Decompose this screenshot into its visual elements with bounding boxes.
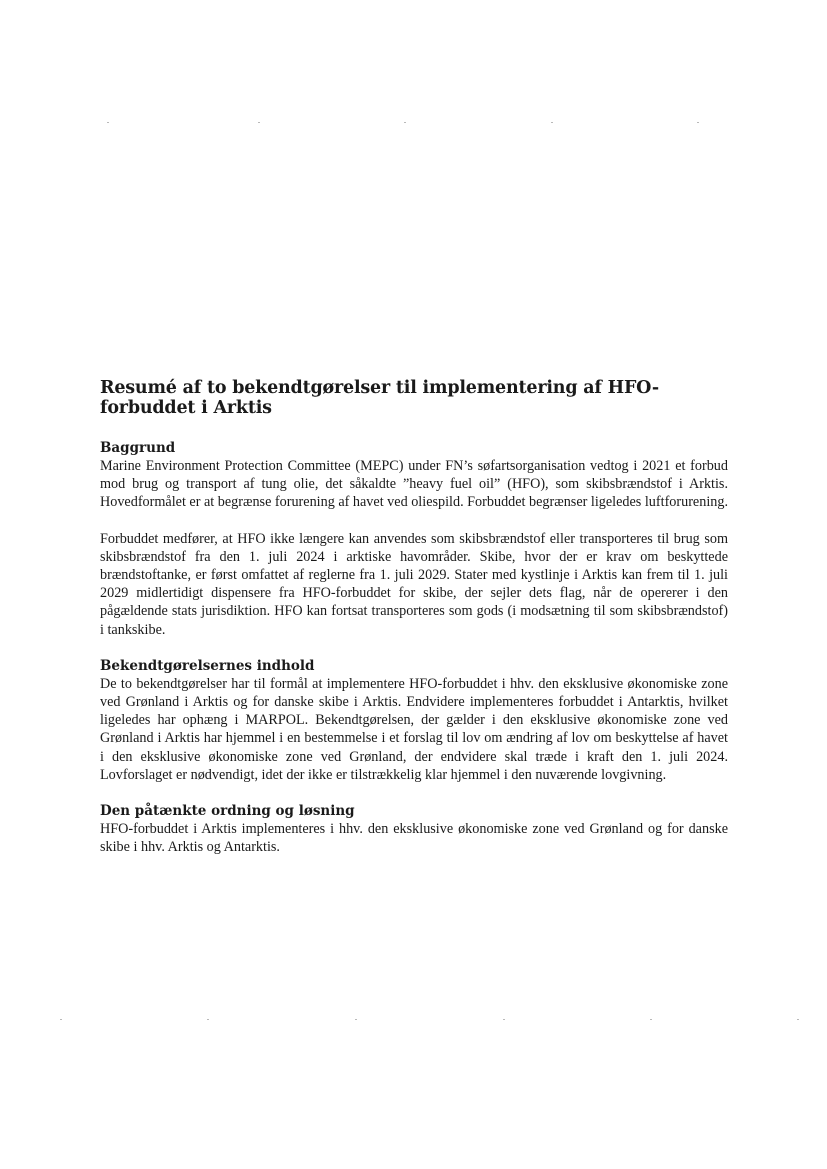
scan-speck xyxy=(404,122,406,123)
section-baggrund xyxy=(100,439,728,639)
scan-speck xyxy=(107,122,109,123)
scan-speck xyxy=(60,1019,62,1020)
scan-speck xyxy=(551,122,553,123)
scan-speck xyxy=(207,1019,209,1020)
scan-speck xyxy=(258,122,260,123)
paragraph: HFO-forbuddet i Arktis implementeres i hhv. den eksklusive økonomiske zone ved Grønland og for danske skibe i hhv. Arktis og Antarktis. xyxy=(100,821,728,856)
scan-speck xyxy=(697,122,699,123)
document-title: Resumé af to bekendtgørelser til implementering af HFO-forbuddet i Arktis xyxy=(100,378,659,418)
section-bekendtgoerelsernes-indhold xyxy=(100,657,728,784)
paragraph: Forbuddet medfører, at HFO ikke længere kan anvendes som skibsbrændstof eller transporteres til brug som skibsbrændstof fra den 1. juli 2024 i arktiske havområder. Skibe, hvor der er krav om beskyttede brændstoftanke, er først omfattet af reglerne fra 1. juli 2029. Stater med kystlinje i Arktis kan frem til 1. juli 2029 midlertidigt dispensere fra HFO-forbuddet for skibe, der sejler dets flag, når de opererer i den pågældende stats jurisdiktion. HFO kan fortsat transporteres som gods (i modsætning til som skibsbrændstof) i tankskibe. xyxy=(100,530,728,638)
paragraph: Marine Environment Protection Committee (MEPC) under FN’s søfartsorganisation vedtog i 2021 et forbud mod brug og transport af tung olie, det såkaldte ”heavy fuel oil” (HFO), som skibsbrændstof i Arktis. Hovedformålet er at begrænse forurening af havet ved oliespild. Forbuddet begrænser ligeledes luftforurening. xyxy=(100,458,728,511)
section-den-paataenkte-ordning xyxy=(100,802,728,856)
scan-speck xyxy=(355,1019,357,1020)
scan-speck xyxy=(650,1019,652,1020)
paragraph: De to bekendtgørelser har til formål at implementere HFO-forbuddet i hhv. den eksklusive økonomiske zone ved Grønland i Arktis og for danske skibe i Arktis. Endvidere implementeres forbuddet i Antarktis, hvilket ligeledes har ophæng i MARPOL. Bekendtgørelsen, der gælder i den eksklusive økonomiske zone ved Grønland i Arktis har hjemmel i en bestemmelse i et forslag til lov om ændring af lov om beskyttelse af havet i den eksklusive økonomiske zone ved Grønland, der endvidere skal træde i kraft den 1. juli 2024. Lovforslaget er nødvendigt, idet der ikke er tilstrækkelig klar hjemmel i den nuværende lovgivning. xyxy=(100,675,728,783)
scan-speck xyxy=(797,1019,799,1020)
document-body xyxy=(100,378,728,856)
section-heading: Den påtænkte ordning og løsning xyxy=(100,803,355,820)
scan-speck xyxy=(503,1019,505,1020)
section-heading: Bekendtgørelsernes indhold xyxy=(100,657,315,674)
section-heading: Baggrund xyxy=(100,440,176,456)
